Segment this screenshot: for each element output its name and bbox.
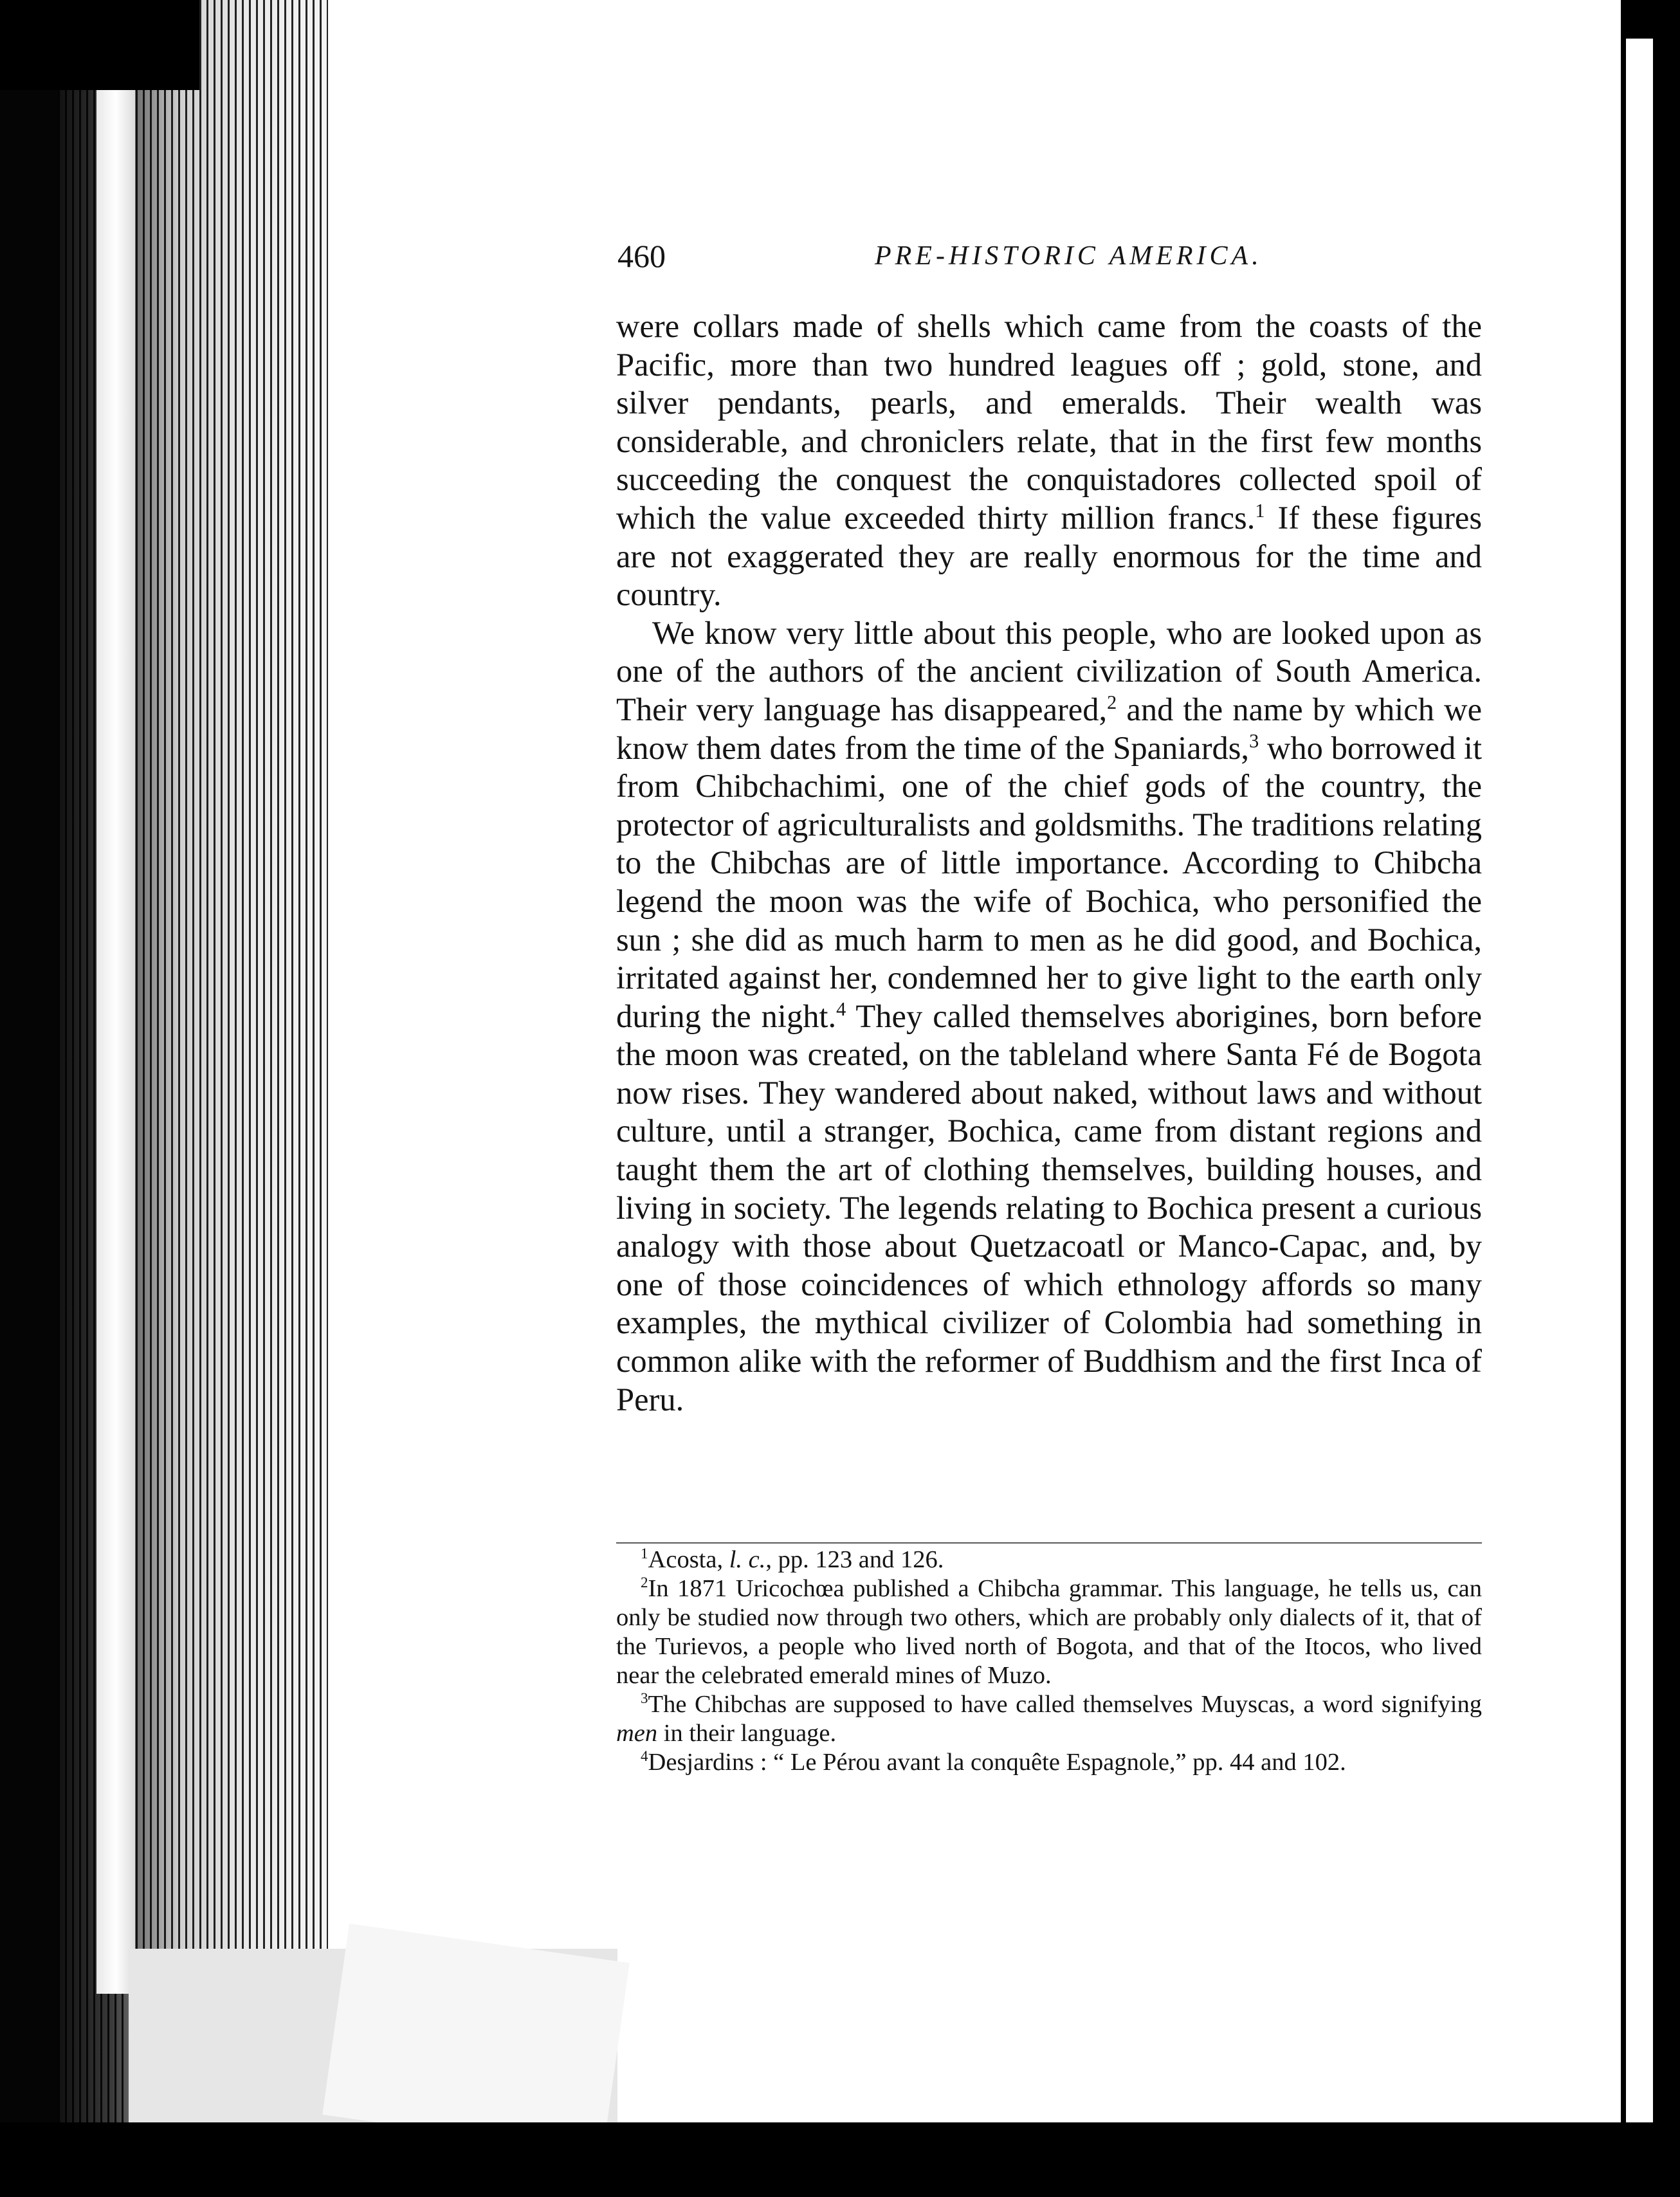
footnote-rule bbox=[616, 1542, 1482, 1544]
scan-bottom-border bbox=[0, 2122, 1680, 2197]
paragraph-2: We know very little about this people, who are looked upon as one of the authors of the ancient civilization of South America. Their very language has disappeared,$^2$ and the name by which we know them dates from the time of the Spaniards,$^3$ who borrowed it from Chibchachimi, one of the chief gods of the country, the protector of agriculturalists and goldsmiths. The traditions relating to the Chibchas are of little importance. According to Chibcha legend the moon was the wife of Bochica, who personified the sun ; she did as much harm to men as he did good, and Bochica, irritated against her, condemned her to give light to the earth only during the night.$^4$ They called themselves aborigines, born before the moon was created, on the tableland where Santa Fé de Bogota now rises. They wandered about naked, without laws and without culture, until a stranger, Bochica, came from distant regions and taught them the art of clothing themselves, building houses, and living in society. The legends relating to Bochica present a curious analogy with those about Quetzacoatl or Manco-Capac, and, by one of those coincidences of which ethnology affords so many examples, the mythical civilizer of Colombia had something in common alike with the reformer of Buddhism and the first Inca of Peru. bbox=[616, 614, 1482, 1418]
footnote-ref-4: 4 bbox=[836, 998, 846, 1020]
page-number: 460 bbox=[617, 238, 666, 274]
body-text bbox=[616, 307, 1482, 1419]
footnote-1: $^1$Acosta, l. c., pp. 123 and 126. bbox=[641, 1545, 944, 1573]
footnote-4: $^4$Desjardins : “ Le Pérou avant la conquête Espagnole,” pp. 44 and 102. bbox=[641, 1747, 1346, 1776]
facing-page-edge bbox=[1626, 39, 1653, 2122]
page-corner-fold bbox=[322, 1924, 629, 2154]
footnote-2: $^2$In 1871 Uricochœa published a Chibcha grammar. This language, he tells us, can only be studied now through two others, which are probably only dialects of it, that of the Turievos, a people who lived north of Bogota, and that of the Itocos, who lived near the celebrated emerald mines of Muzo. bbox=[616, 1574, 1482, 1689]
footnote-ref-3: 3 bbox=[1249, 729, 1259, 752]
scan-left-border bbox=[0, 0, 58, 2197]
footnotes bbox=[616, 1545, 1482, 1777]
footnote-ref-1: 1 bbox=[1255, 500, 1265, 522]
scan-top-corner bbox=[0, 0, 199, 90]
page-edge-highlight bbox=[96, 64, 135, 1994]
footnote-3: $^3$The Chibchas are supposed to have called themselves Muyscas, a word signifying men in their language. bbox=[616, 1690, 1482, 1747]
footnote-ref-2: 2 bbox=[1107, 691, 1117, 714]
running-title: PRE-HISTORIC AMERICA. bbox=[875, 241, 1263, 271]
paragraph-1: were collars made of shells which came from the coasts of the Pacific, more than two hundred leagues off ; gold, stone, and silver pendants, pearls, and emeralds. Their wealth was considerable, and chroniclers relate, that in the first few months succeeding the conquest the conquistadores collected spoil of which the value exceeded thirty million francs.$^1$ If these figures are not exaggerated they are really enormous for the time and country. bbox=[616, 308, 1482, 613]
running-head bbox=[617, 237, 1454, 275]
